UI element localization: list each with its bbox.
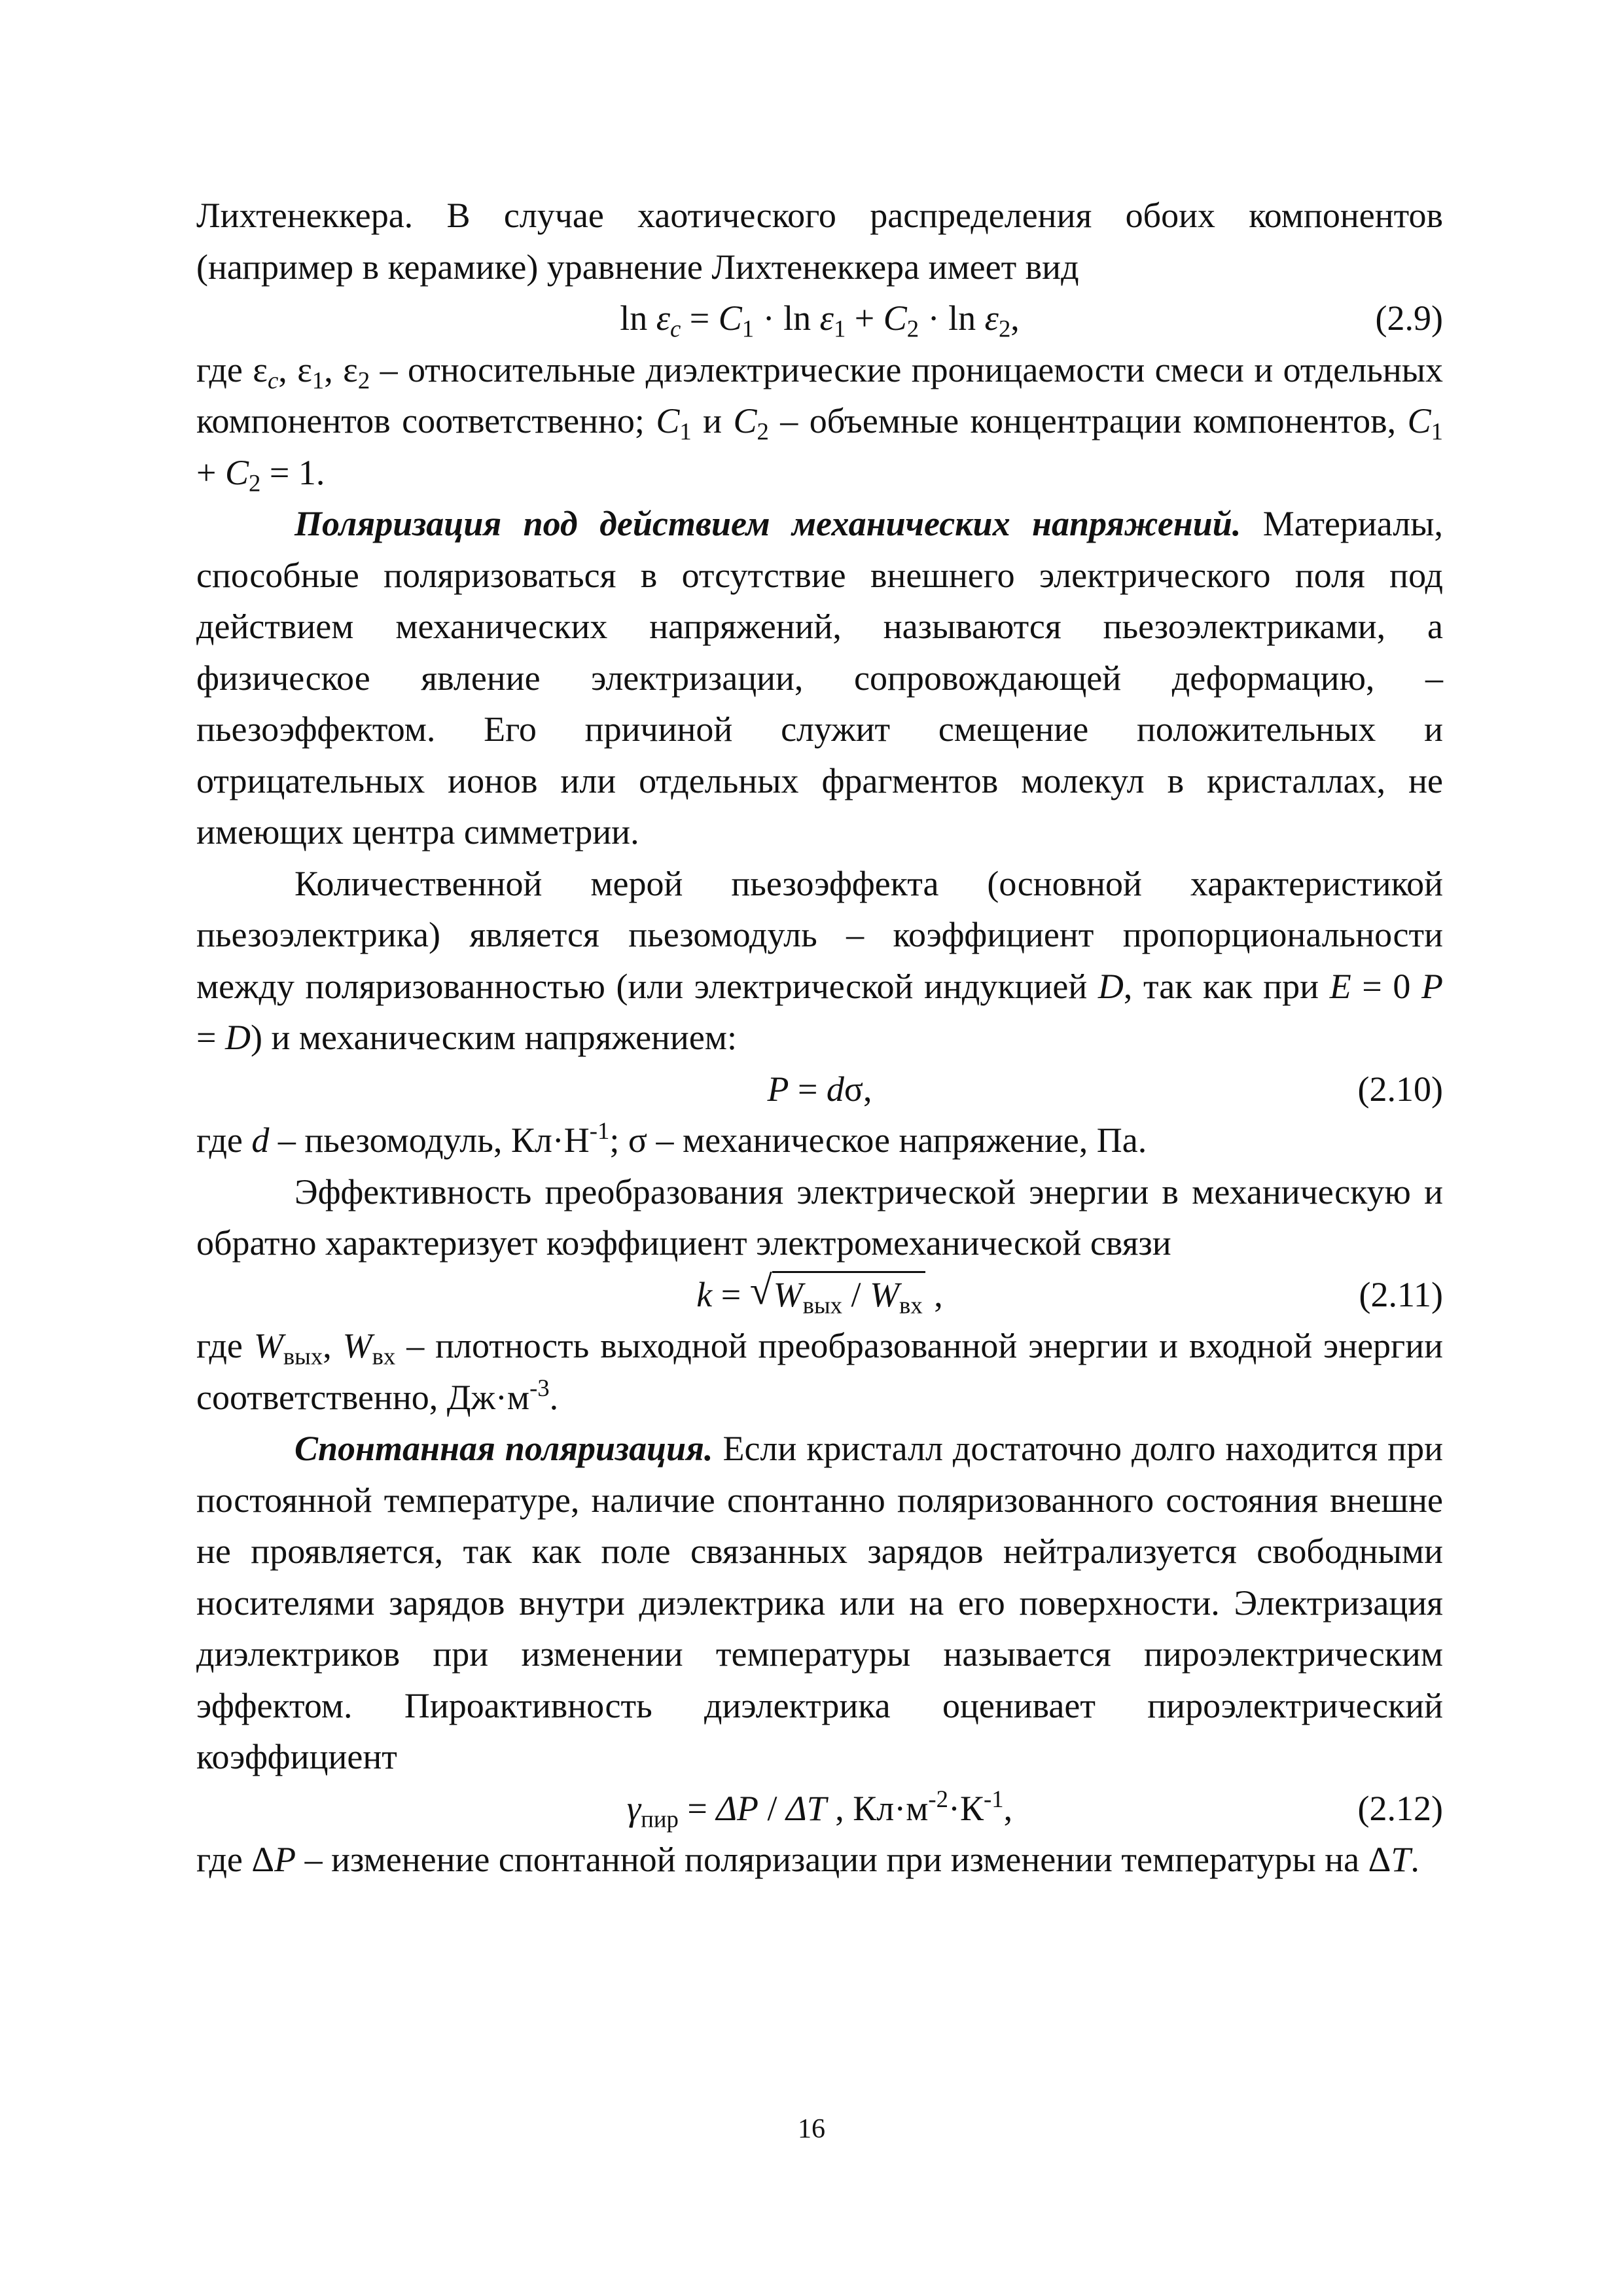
paragraph-spontaneous-polarization: Спонтанная поляризация. Если кристалл достаточно долго находится при постоянной температуре, наличие спонтанно поляризованного состояния внешне не проявляется, так как поле связанных зарядов нейтрализуется свободными носителями зарядов внутри диэлектрика или на его поверхности. Электризация диэлектриков при изменении температуры называется пироэлектрическим эффектом. Пироактивность диэлектрика оценивает пироэлектрический коэффициент: [196, 1429, 1443, 1776]
equation-2-12-number: (2.12): [1357, 1788, 1443, 1828]
radical-sign-icon: √: [749, 1268, 772, 1313]
paragraph-lichtenecker-intro: Лихтенеккера. В случае хаотического распределения обоих компонентов (например в керамике) уравнение Лихтенеккера имеет вид: [196, 196, 1443, 287]
document-page: [196, 190, 1443, 1886]
equation-2-12-formula: $\gamma_{пир} = \Delta P / \Delta T$ , $Кл\cdot м^{-2}\cdot К^{-1}$,: [626, 1785, 1013, 1832]
equation-2-10-number: (2.10): [1357, 1069, 1443, 1109]
equation-2-10-formula: P = dσ,: [767, 1069, 872, 1109]
equation-2-9-number: (2.9): [1375, 298, 1443, 338]
equation-2-11: [196, 1269, 1443, 1321]
section-heading-spontaneous-polarization: Спонтанная поляризация.: [294, 1429, 713, 1468]
equation-2-10: [196, 1064, 1443, 1115]
page-number: 16: [798, 2114, 825, 2144]
paragraph-mechanical-polarization: Поляризация под действием механических напряжений. Материалы, способные поляризоваться в отсутствие внешнего электрического поля под действием механических напряжений, называются пьезоэлектриками, а физическое явление электризации, сопровождающей деформацию, – пьезоэффектом. Его причиной служит смещение положительных и отрицательных ионов или отдельных фрагментов молекул в кристаллах, не имеющих центра симметрии.: [196, 504, 1443, 852]
paragraph-polarization-change: где ΔP – изменение спонтанной поляризации при изменении температуры на ΔT.: [196, 1840, 1419, 1879]
paragraph-piezomodulus: Количественной мерой пьезоэффекта (основной характеристикой пьезоэлектрика) является пьезомодуль – коэффициент пропорциональности между поляризованностью (или электрической индукцией D, так как при E = 0 P = D) и механическим напряжением:: [196, 863, 1443, 1057]
paragraph-permittivity-definitions: где $\varepsilon_c$, $\varepsilon_1$, $\varepsilon_2$ – относительные диэлектрические проницаемости смеси и отдельных компонентов соответственно; $C_1$ и $C_2$ – объемные концентрации компонентов, $C_1 + C_2 = 1$.: [196, 350, 1444, 496]
equation-2-11-formula: k = √ $W_{вых} / W_{вх}$ ,: [696, 1269, 943, 1321]
paragraph-coupling-coefficient: Эффективность преобразования электрической энергии в механическую и обратно характеризует коэффициент электромеханической связи: [196, 1172, 1443, 1263]
equation-2-12: [196, 1783, 1443, 1835]
square-root: √ $W_{вых} / W_{вх}$: [750, 1269, 925, 1321]
section-heading-mechanical-polarization: Поляризация под действием механических напряжений.: [294, 504, 1241, 543]
equation-2-9: [196, 293, 1443, 344]
paragraph-piezomodulus-units: где d – пьезомодуль, $Кл\cdot Н^{-1}$; σ – механическое напряжение, Па.: [196, 1117, 1147, 1160]
equation-2-9-formula: $\ln \varepsilon_c = C_1 \cdot \ln \varepsilon_1 + C_2 \cdot \ln \varepsilon_2$,: [620, 298, 1020, 342]
paragraph-energy-density: где $W_{вых}$, $W_{вх}$ – плотность выходной преобразованной энергии и входной энергии соответственно, $Дж\cdot м^{-3}$.: [196, 1326, 1444, 1417]
equation-2-11-number: (2.11): [1359, 1274, 1443, 1314]
